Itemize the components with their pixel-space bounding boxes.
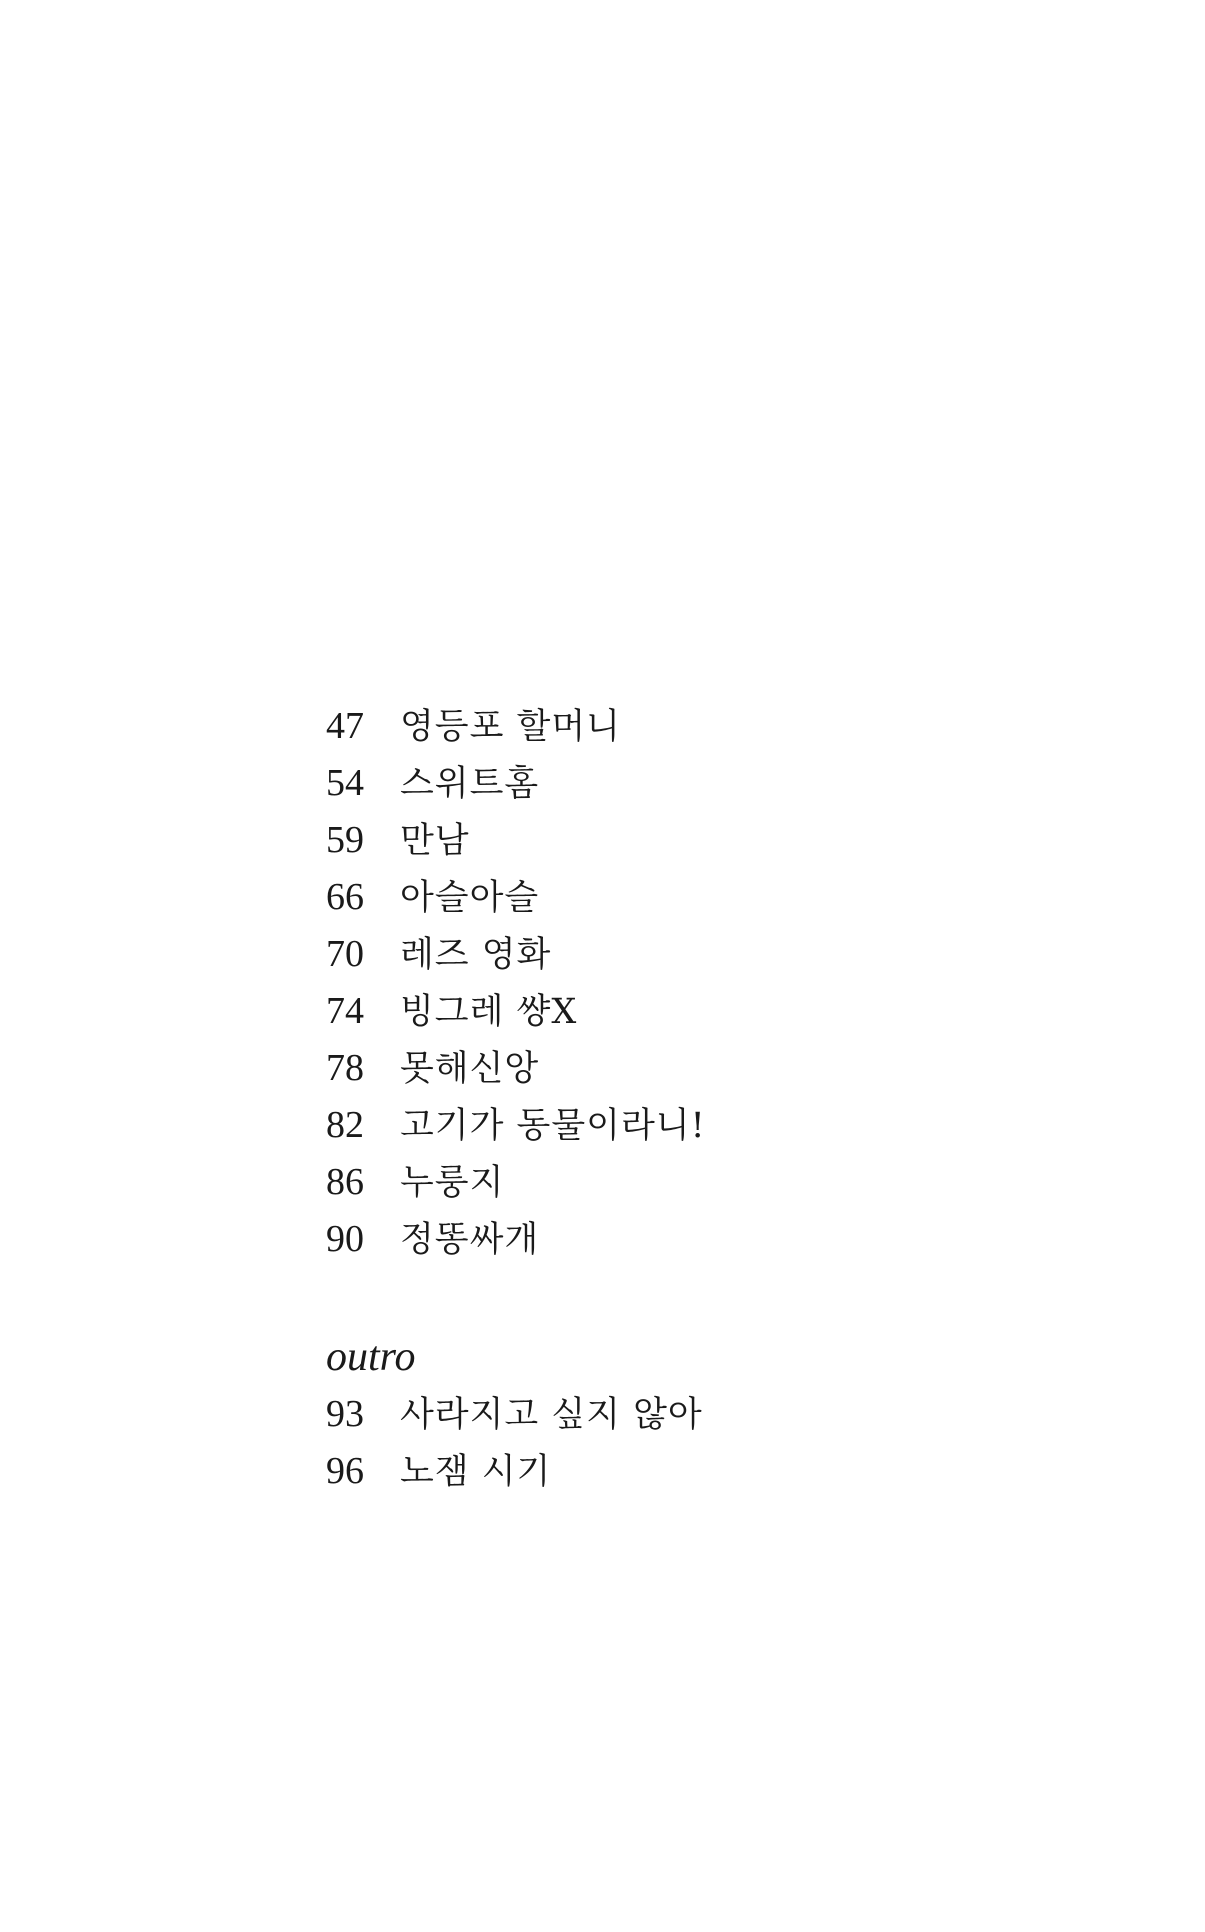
chapter-title: 레즈 영화 bbox=[400, 935, 552, 975]
page-number: 59 bbox=[326, 819, 364, 861]
page-number: 96 bbox=[326, 1450, 364, 1492]
chapter-title: 영등포 할머니 bbox=[400, 707, 621, 747]
toc-entry bbox=[326, 1097, 926, 1154]
chapter-title: 정똥싸개 bbox=[400, 1220, 540, 1260]
chapter-title: 사라지고 싶지 않아 bbox=[400, 1395, 703, 1435]
page-number: 70 bbox=[326, 933, 364, 975]
chapter-title: 누룽지 bbox=[400, 1163, 505, 1203]
toc-entry bbox=[326, 1386, 926, 1443]
page-number: 90 bbox=[326, 1218, 364, 1260]
toc-entry bbox=[326, 698, 926, 755]
toc-entry bbox=[326, 1040, 926, 1097]
chapter-title: 고기가 동물이라니! bbox=[400, 1106, 706, 1146]
chapter-title: 스위트홈 bbox=[400, 764, 540, 804]
toc-entry bbox=[326, 1154, 926, 1211]
page-number: 66 bbox=[326, 876, 364, 918]
toc-entry bbox=[326, 1443, 926, 1500]
page-number: 74 bbox=[326, 990, 364, 1032]
chapter-title: 만남 bbox=[400, 821, 470, 861]
table-of-contents bbox=[326, 698, 926, 1500]
chapter-title: 못해신앙 bbox=[400, 1049, 540, 1089]
page-number: 93 bbox=[326, 1393, 364, 1435]
toc-entry bbox=[326, 1211, 926, 1268]
outro-heading: outro bbox=[326, 1334, 416, 1380]
chapter-title: 빙그레 썅X bbox=[400, 992, 578, 1032]
toc-entry bbox=[326, 983, 926, 1040]
page-number: 54 bbox=[326, 762, 364, 804]
page-number: 78 bbox=[326, 1047, 364, 1089]
toc-entry bbox=[326, 926, 926, 983]
page-number: 86 bbox=[326, 1161, 364, 1203]
chapter-title: 아슬아슬 bbox=[400, 878, 540, 918]
toc-entry bbox=[326, 755, 926, 812]
chapter-title: 노잼 시기 bbox=[400, 1452, 552, 1492]
page-number: 82 bbox=[326, 1104, 364, 1146]
toc-entry bbox=[326, 869, 926, 926]
toc-entry bbox=[326, 812, 926, 869]
page-number: 47 bbox=[326, 705, 364, 747]
